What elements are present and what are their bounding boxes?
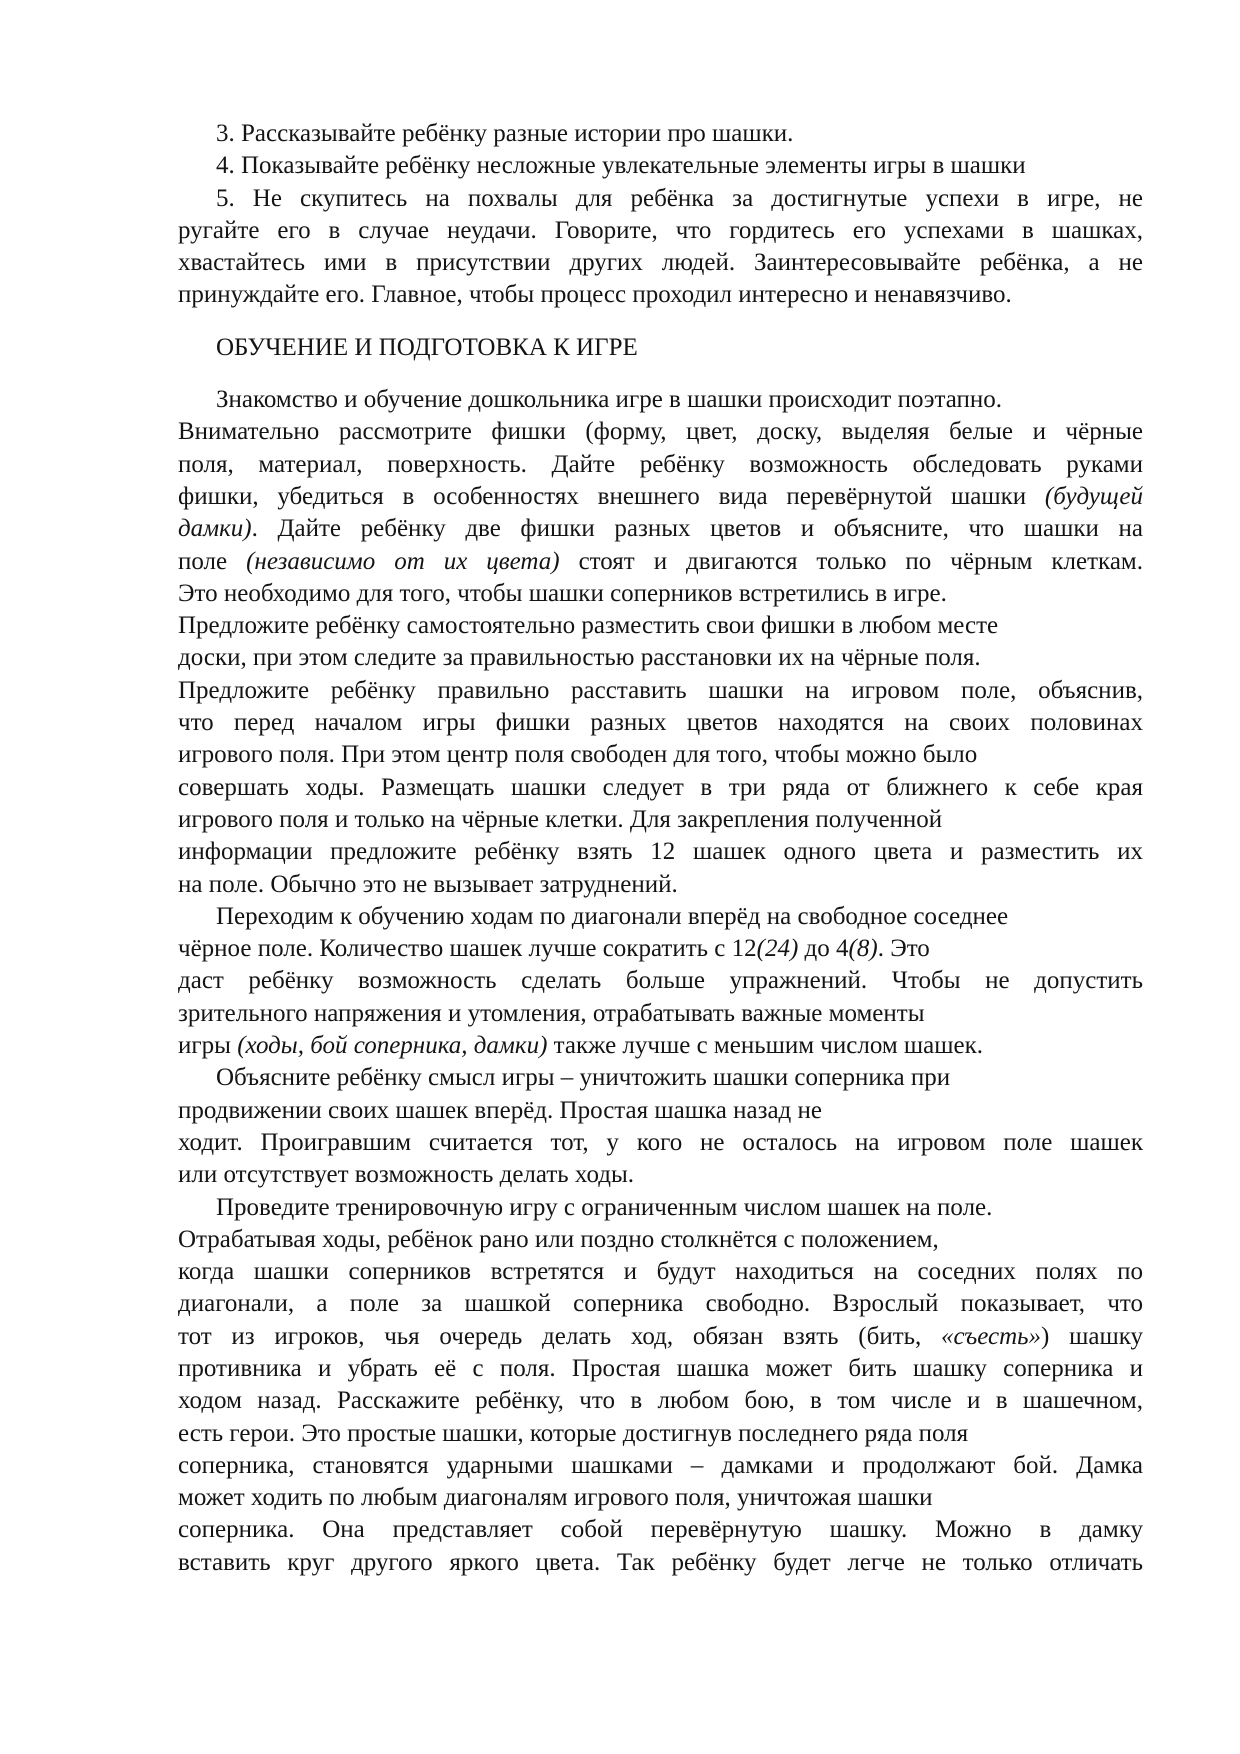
italic-run: «съесть» bbox=[941, 1322, 1042, 1350]
text-line bbox=[178, 1321, 1143, 1353]
text-line: есть герои. Это простые шашки, которые достигнув последнего ряда поля bbox=[178, 1419, 969, 1447]
text-line: Предложите ребёнку правильно расставить шашки на игровом поле, объяснив, bbox=[178, 676, 1143, 704]
text-run: . Это bbox=[877, 935, 930, 963]
text-line: на поле. Обычно это не вызывает затруднений. bbox=[178, 870, 678, 898]
text-line bbox=[178, 481, 1143, 513]
text-line: продвижении своих шашек вперёд. Простая шашка назад не bbox=[178, 1096, 822, 1124]
text-line: хвастайтесь ими в присутствии других людей. Заинтересовывайте ребёнка, а не bbox=[178, 249, 1143, 277]
text-run: игры bbox=[178, 1032, 238, 1060]
text-line bbox=[178, 933, 1143, 965]
text-line: ругайте его в случае неудачи. Говорите, что гордитесь его успехами в шашках, bbox=[178, 216, 1143, 244]
text-line: 5. Не скупитесь на похвалы для ребёнка за достигнутые успехи в игре, не bbox=[216, 184, 1143, 212]
text-line: доски, при этом следите за правильностью расстановки их на чёрные поля. bbox=[178, 644, 981, 672]
list-item-4: 4. Показывайте ребёнку несложные увлекательные элементы игры в шашки bbox=[216, 152, 1026, 180]
text-run: ) шашку bbox=[1041, 1322, 1143, 1350]
text-line: Отрабатывая ходы, ребёнок рано или поздно столкнётся с положением, bbox=[178, 1225, 939, 1253]
text-line: Проведите тренировочную игру с ограниченным числом шашек на поле. bbox=[216, 1193, 993, 1221]
text-line: игрового поля и только на чёрные клетки. Для закрепления полученной bbox=[178, 805, 943, 833]
text-run: чёрное поле. Количество шашек лучше сократить с 12 bbox=[178, 935, 757, 963]
text-run: поле bbox=[178, 547, 247, 575]
text-line: ходом назад. Расскажите ребёнку, что в любом бою, в том числе и в шашечном, bbox=[178, 1387, 1143, 1415]
text-run: до 4 bbox=[798, 935, 849, 963]
text-run: также лучше с меньшим числом шашек. bbox=[547, 1032, 984, 1060]
text-line: Внимательно рассмотрите фишки (форму, цвет, доску, выделяя белые и чёрные bbox=[178, 418, 1143, 446]
italic-run: (24) bbox=[756, 935, 799, 963]
text-line: поля, материал, поверхность. Дайте ребёнку возможность обследовать руками bbox=[178, 450, 1143, 478]
paragraph-goal bbox=[178, 1062, 1143, 1191]
italic-run: (независимо от их цвета) bbox=[246, 547, 560, 575]
text-line: информации предложите ребёнку взять 12 шашек одного цвета и разместить их bbox=[178, 838, 1143, 866]
text-line: ходит. Проигравшим считается тот, у кого не осталось на игровом поле шашек bbox=[178, 1128, 1143, 1156]
text-run: фишки, убедиться в особенностях внешнего вида перевёрнутой шашки bbox=[178, 482, 1045, 510]
text-line: когда шашки соперников встретятся и будут находиться на соседних полях по bbox=[178, 1258, 1143, 1286]
italic-run: (ходы, бой соперника, дамки) bbox=[237, 1032, 548, 1060]
text-line: соперника, становятся ударными шашками – дамками и продолжают бой. Дамка bbox=[178, 1451, 1143, 1479]
text-line: игрового поля. При этом центр поля свободен для того, чтобы можно было bbox=[178, 741, 978, 769]
section-heading: ОБУЧЕНИЕ И ПОДГОТОВКА К ИГРЕ bbox=[216, 333, 638, 361]
paragraph-intro bbox=[178, 384, 1143, 901]
text-line: даст ребёнку возможность сделать больше упражнений. Чтобы не допустить bbox=[178, 967, 1143, 995]
text-run: тот из игроков, чья очередь делать ход, обязан взять (бить, bbox=[178, 1322, 941, 1350]
text-line: противника и убрать её с поля. Простая шашка может бить шашку соперника и bbox=[178, 1354, 1143, 1382]
text-line: вставить круг другого яркого цвета. Так ребёнку будет легче не только отличать bbox=[178, 1548, 1143, 1576]
text-line: принуждайте его. Главное, чтобы процесс проходил интересно и ненавязчиво. bbox=[178, 281, 1012, 309]
text-line: Это необходимо для того, чтобы шашки соперников встретились в игре. bbox=[178, 579, 947, 607]
text-line: зрительного напряжения и утомления, отрабатывать важные моменты bbox=[178, 999, 925, 1027]
text-run: стоят и двигаются только по чёрным клеткам. bbox=[559, 547, 1143, 575]
text-run: . Дайте ребёнку две фишки разных цветов и объясните, что шашки на bbox=[251, 515, 1143, 543]
paragraph-training-game bbox=[178, 1192, 1143, 1580]
italic-run: дамки) bbox=[178, 515, 252, 543]
document-page bbox=[178, 118, 1143, 1579]
italic-run: (8) bbox=[848, 935, 878, 963]
text-line bbox=[178, 546, 1143, 578]
advice-list bbox=[178, 118, 1143, 183]
paragraph-advice-5 bbox=[178, 183, 1143, 312]
text-line bbox=[178, 513, 1143, 545]
text-line: Предложите ребёнку самостоятельно разместить свои фишки в любом месте bbox=[178, 612, 999, 640]
text-line: Объясните ребёнку смысл игры – уничтожить шашки соперника при bbox=[216, 1064, 951, 1092]
text-line: что перед началом игры фишки разных цветов находятся на своих половинах bbox=[178, 709, 1143, 737]
text-line: совершать ходы. Размещать шашки следует в три ряда от ближнего к себе края bbox=[178, 773, 1143, 801]
list-item-3: 3. Рассказывайте ребёнку разные истории про шашки. bbox=[216, 120, 794, 147]
text-line bbox=[178, 1030, 1143, 1062]
paragraph-moves bbox=[178, 901, 1143, 1062]
text-line: может ходить по любым диагоналям игрового поля, уничтожая шашки bbox=[178, 1484, 933, 1512]
italic-run: (будущей bbox=[1044, 482, 1143, 510]
text-line: диагонали, а поле за шашкой соперника свободно. Взрослый показывает, что bbox=[178, 1290, 1143, 1318]
text-line: или отсутствует возможность делать ходы. bbox=[178, 1161, 635, 1189]
text-line: Знакомство и обучение дошкольника игре в шашки происходит поэтапно. bbox=[216, 386, 1003, 414]
text-line: Переходим к обучению ходам по диагонали вперёд на свободное соседнее bbox=[216, 902, 1009, 930]
text-line: соперника. Она представляет собой перевёрнутую шашку. Можно в дамку bbox=[178, 1516, 1143, 1544]
